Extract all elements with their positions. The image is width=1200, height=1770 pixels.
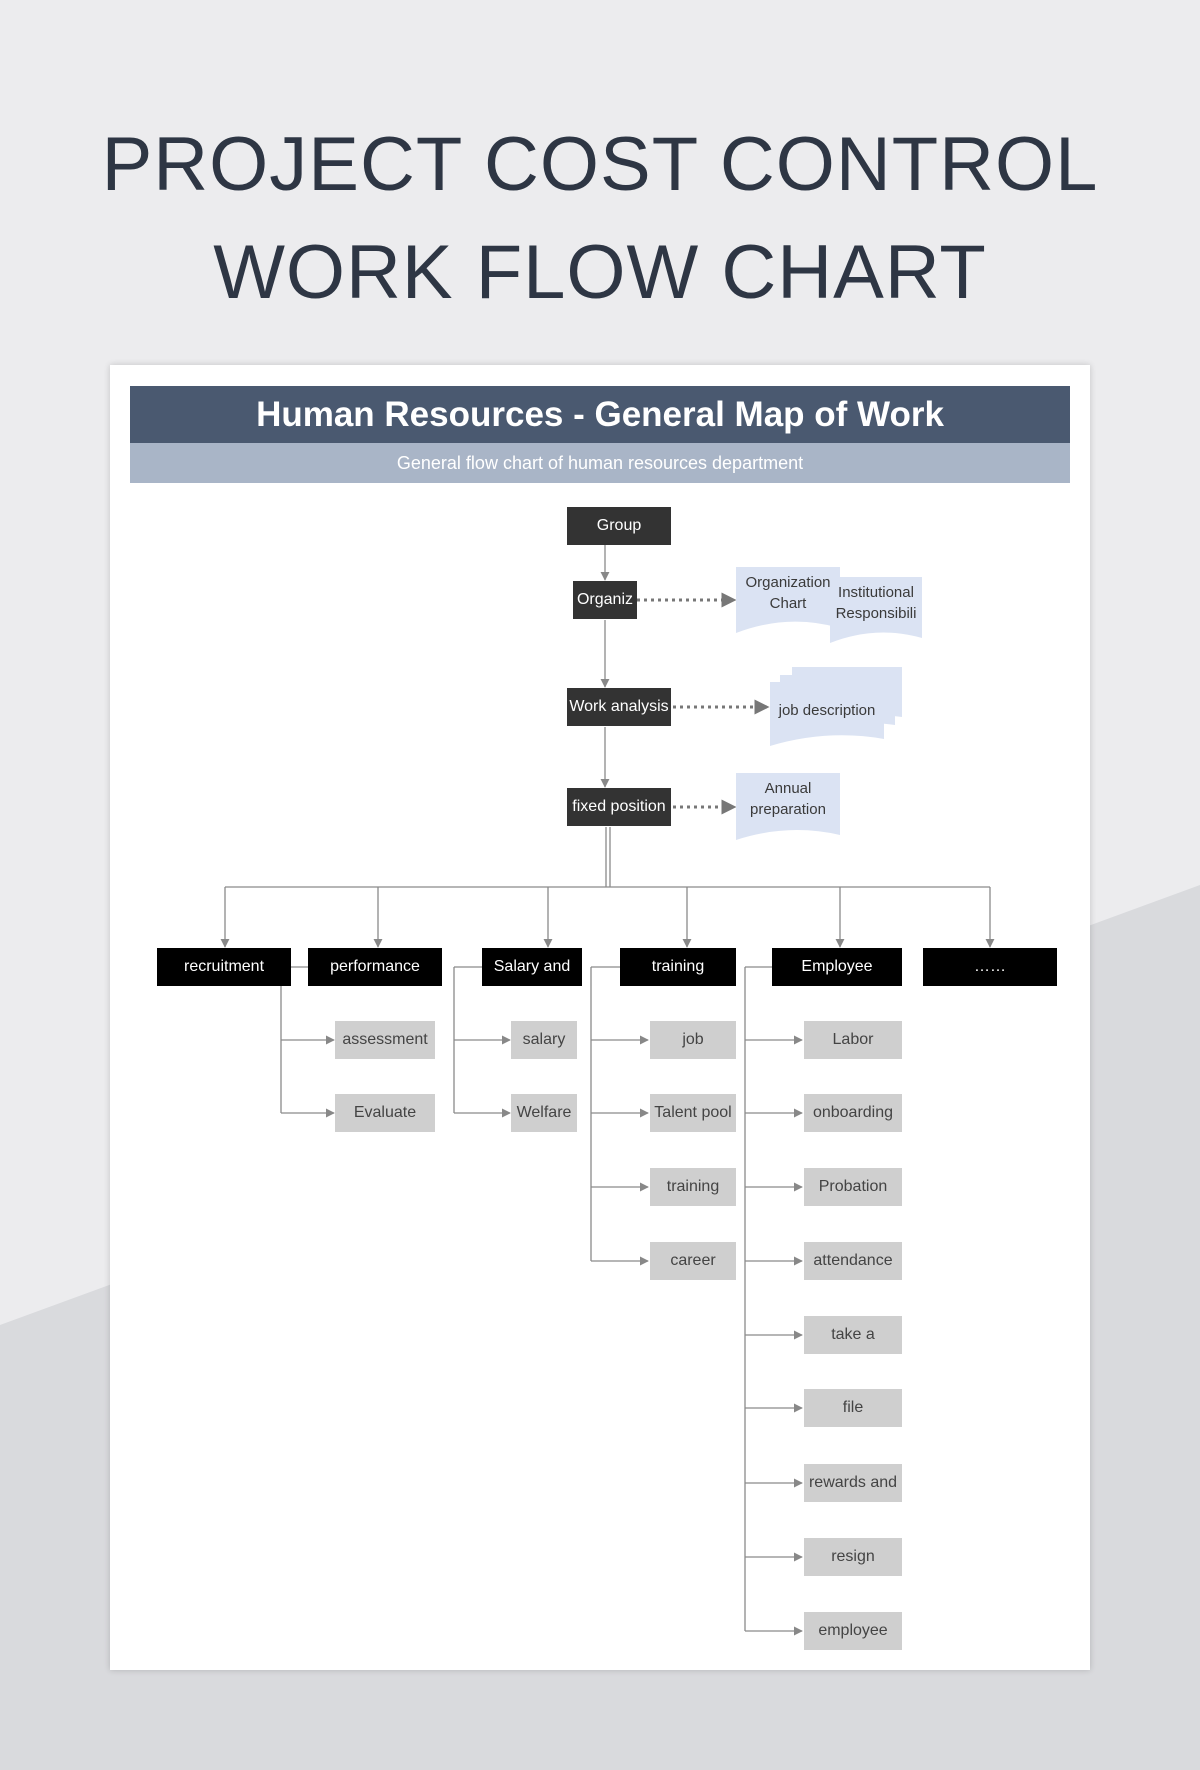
page-title-line-2: WORK FLOW CHART <box>213 230 987 315</box>
sub-evaluate[interactable]: Evaluate <box>335 1094 435 1132</box>
doc-annual-preparation: Annual preparation <box>750 780 826 818</box>
sub-rewards[interactable]: rewards and <box>804 1464 902 1502</box>
sub-training[interactable]: training <box>650 1168 736 1206</box>
branch-recruitment[interactable]: recruitment <box>157 948 291 986</box>
node-fixed-position[interactable]: fixed position <box>567 788 671 826</box>
flowchart-card <box>110 365 1090 1670</box>
card-heading: Human Resources - General Map of Work <box>130 386 1070 443</box>
doc-job-description: job description <box>778 701 876 719</box>
page-title-line-1: PROJECT COST CONTROL <box>101 122 1099 207</box>
sub-job[interactable]: job <box>650 1021 736 1059</box>
branch-performance[interactable]: performance <box>308 948 442 986</box>
sub-assessment[interactable]: assessment <box>335 1021 435 1059</box>
sub-career[interactable]: career <box>650 1242 736 1280</box>
node-group[interactable]: Group <box>567 507 671 545</box>
flow-connectors <box>110 365 1090 1670</box>
doc-institutional-responsibility: Institutional Responsibili <box>835 584 917 622</box>
sub-onboarding[interactable]: onboarding <box>804 1094 902 1132</box>
sub-attendance[interactable]: attendance <box>804 1242 902 1280</box>
branch-salary[interactable]: Salary and <box>482 948 582 986</box>
card-subheading: General flow chart of human resources department <box>130 443 1070 483</box>
sub-salary[interactable]: salary <box>511 1021 577 1059</box>
node-organization[interactable]: Organiz <box>573 581 637 619</box>
branch-employee[interactable]: Employee <box>772 948 902 986</box>
sub-file[interactable]: file <box>804 1389 902 1427</box>
sub-probation[interactable]: Probation <box>804 1168 902 1206</box>
sub-resign[interactable]: resign <box>804 1538 902 1576</box>
sub-employee[interactable]: employee <box>804 1612 902 1650</box>
branch-more[interactable]: …… <box>923 948 1057 986</box>
sub-labor[interactable]: Labor <box>804 1021 902 1059</box>
sub-talent-pool[interactable]: Talent pool <box>650 1094 736 1132</box>
sub-take-a[interactable]: take a <box>804 1316 902 1354</box>
branch-training[interactable]: training <box>620 948 736 986</box>
node-work-analysis[interactable]: Work analysis <box>567 688 671 726</box>
sub-welfare[interactable]: Welfare <box>511 1094 577 1132</box>
doc-organization-chart: Organization Chart <box>745 574 831 612</box>
